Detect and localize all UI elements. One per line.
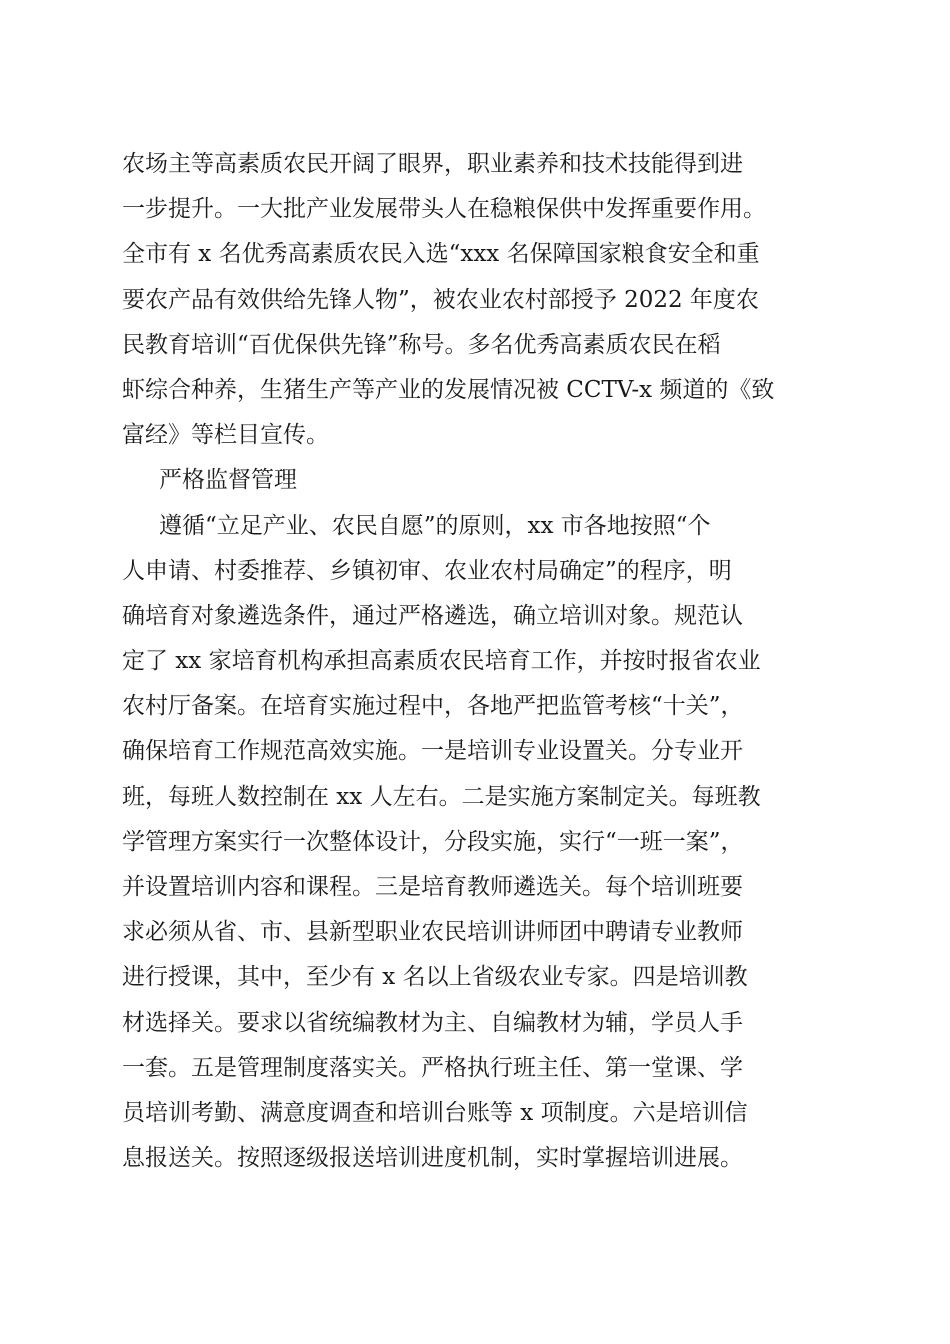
text-line: 农场主等高素质农民开阔了眼界，职业素养和技术技能得到进 xyxy=(122,151,743,177)
document-body xyxy=(122,142,832,1181)
text-line: 农村厅备案。在培育实施过程中，各地严把监管考核“十关”， xyxy=(122,693,744,720)
text-line: 班，每班人数控制在 xx 人左右。二是实施方案制定关。每班教 xyxy=(122,783,761,810)
text-line: 一套。五是管理制度落实关。严格执行班主任、第一堂课、学 xyxy=(122,1054,743,1081)
text-line: 遵循“立足产业、农民自愿”的原则，xx 市各地按照“个 xyxy=(159,512,711,539)
text-line: 员培训考勤、满意度调查和培训台账等 x 项制度。六是培训信 xyxy=(122,1099,748,1126)
text-line: 富经》等栏目宣传。 xyxy=(122,422,329,449)
text-line: 学管理方案实行一次整体设计，分段实施，实行“一班一案”， xyxy=(122,828,744,855)
text-line: 息报送关。按照逐级报送培训进度机制，实时掌握培训进展。 xyxy=(122,1145,743,1172)
text-line: 确培育对象遴选条件，通过严格遴选，确立培训对象。规范认 xyxy=(122,602,743,629)
text-line: 求必须从省、市、县新型职业农民培训讲师团中聘请专业教师 xyxy=(122,919,743,946)
text-line: 民教育培训“百优保供先锋”称号。多名优秀高素质农民在稻 xyxy=(122,331,721,358)
text-line: 要农产品有效供给先锋人物”，被农业农村部授予 2022 年度农 xyxy=(122,286,759,313)
text-line: 定了 xx 家培育机构承担高素质农民培育工作，并按时报省农业 xyxy=(122,648,761,675)
text-line: 人申请、村委推荐、乡镇初审、农业农村局确定”的程序，明 xyxy=(122,557,732,584)
text-line: 进行授课，其中，至少有 x 名以上省级农业专家。四是培训教 xyxy=(122,964,748,991)
text-line: 材选择关。要求以省统编教材为主、自编教材为辅，学员人手 xyxy=(122,1009,743,1036)
text-line: 并设置培训内容和课程。三是培育教师遴选关。每个培训班要 xyxy=(122,874,743,900)
text-line: 全市有 x 名优秀高素质农民入选“xxx 名保障国家粮食安全和重 xyxy=(122,241,760,268)
text-line: 一步提升。一大批产业发展带头人在稳粮保供中发挥重要作用。 xyxy=(122,196,766,223)
text-line: 虾综合种养，生猪生产等产业的发展情况被 CCTV-x 频道的《致 xyxy=(122,376,775,403)
paragraph-1 xyxy=(122,142,832,458)
section-heading: 严格监督管理 xyxy=(159,467,297,494)
paragraph-2 xyxy=(122,504,832,1182)
text-line: 确保培育工作规范高效实施。一是培训专业设置关。分专业开 xyxy=(122,738,743,765)
